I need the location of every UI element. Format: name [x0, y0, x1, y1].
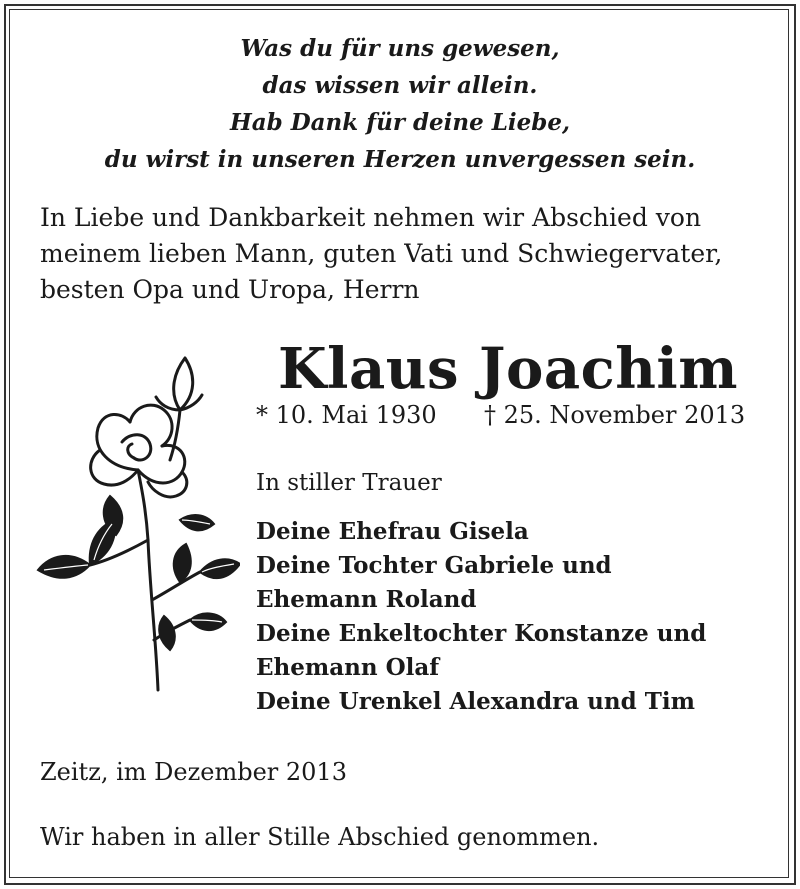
place-date: Zeitz, im Dezember 2013 [40, 758, 347, 786]
deceased-name: Klaus Joachim [278, 336, 738, 402]
family-member: Ehemann Roland [256, 586, 477, 613]
verse-line: du wirst in unseren Herzen unvergessen sein. [104, 146, 696, 173]
verse-line: Hab Dank für deine Liebe, [229, 109, 571, 136]
intro-line: besten Opa und Uropa, Herrn [40, 275, 420, 304]
family-member: Deine Enkeltochter Konstanze und [256, 620, 707, 647]
death-date: † 25. November 2013 [484, 401, 746, 429]
closing-text: Wir haben in aller Stille Abschied genommen. [40, 823, 600, 851]
family-member: Deine Ehefrau Gisela [256, 518, 529, 545]
family-list [256, 515, 706, 719]
family-member: Ehemann Olaf [256, 654, 440, 681]
family-member: Deine Urenkel Alexandra und Tim [256, 688, 695, 715]
intro-line: meinem lieben Mann, guten Vati und Schwiegervater, [40, 239, 723, 268]
verse [0, 30, 800, 178]
birth-date: * 10. Mai 1930 [256, 401, 437, 429]
verse-line: Was du für uns gewesen, [240, 35, 560, 62]
rose-icon [30, 350, 240, 700]
verse-line: das wissen wir allein. [262, 72, 538, 99]
intro-line: In Liebe und Dankbarkeit nehmen wir Abschied von [40, 203, 702, 232]
mourning-label: In stiller Trauer [256, 470, 442, 496]
intro-text [40, 200, 770, 308]
family-member: Deine Tochter Gabriele und [256, 552, 612, 579]
